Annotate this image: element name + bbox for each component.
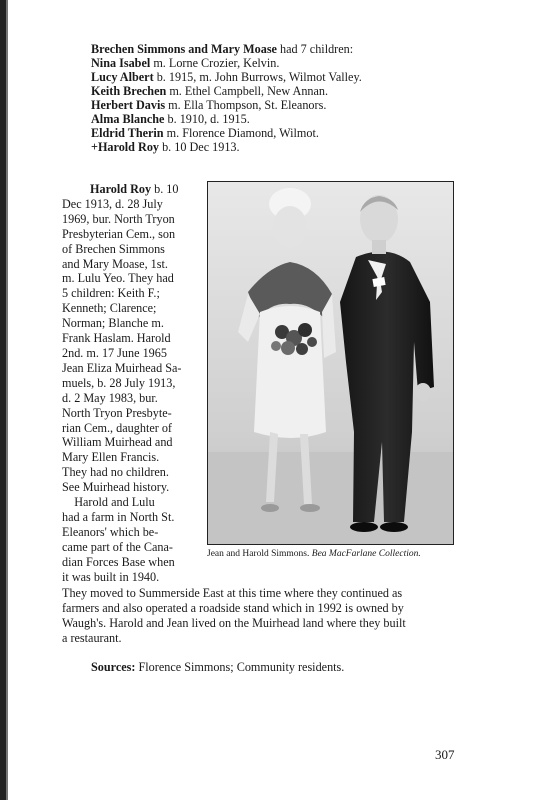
child-entry (91, 84, 328, 98)
bio-line: Dec 1913, d. 28 July (62, 196, 163, 211)
child-details: m. Lorne Crozier, Kelvin. (150, 56, 280, 70)
child-entry (91, 126, 319, 140)
bio-line: it was built in 1940. (62, 569, 160, 584)
bio-line: William Muirhead and (62, 435, 173, 450)
couple-portrait-illustration (208, 182, 453, 544)
bio-line: 5 children: Keith F.; (62, 286, 160, 301)
bio-line: Jean Eliza Muirhead Sa- (62, 360, 182, 375)
bio-line: muels, b. 28 July 1913, (62, 375, 176, 390)
children-count-text: had 7 children: (276, 42, 354, 56)
bio-line: Norman; Blanche m. (62, 316, 164, 331)
bio-line: m. Lulu Yeo. They had (62, 271, 174, 286)
child-entry (91, 112, 250, 126)
caption-text: Jean and Harold Simmons. (207, 549, 312, 559)
child-name: Herbert Davis (91, 98, 166, 112)
child-name: Keith Brechen (91, 84, 167, 98)
bio-line: d. 2 May 1983, bur. (62, 390, 158, 405)
biography-column (62, 182, 202, 584)
sources-line (91, 660, 344, 675)
bio-line: dian Forces Base when (62, 554, 175, 569)
child-entry (91, 56, 279, 70)
child-name: +Harold Roy (91, 140, 160, 154)
child-details: b. 1915, m. John Burrows, Wilmot Valley. (153, 70, 362, 84)
child-name: Lucy Albert (91, 70, 154, 84)
bio-line: of Brechen Simmons (62, 241, 165, 256)
child-details: m. Florence Diamond, Wilmot. (163, 126, 319, 140)
child-details: m. Ethel Campbell, New Annan. (166, 84, 329, 98)
bio-line: rian Cem., daughter of (62, 420, 172, 435)
child-details: m. Ella Thompson, St. Eleanors. (165, 98, 327, 112)
bio-line: Kenneth; Clarence; (62, 301, 157, 316)
sources-text: Florence Simmons; Community residents. (135, 660, 345, 674)
child-name: Alma Blanche (91, 112, 165, 126)
bio-line: Presbyterian Cem., son (62, 226, 176, 241)
bio-first-line: Harold Roy b. 10 (90, 182, 179, 196)
bio-line: 1969, bur. North Tryon (62, 211, 175, 226)
child-entry (91, 70, 362, 84)
bio-line: Harold and Lulu (62, 495, 155, 510)
parents-names: Brechen Simmons and Mary Moase (91, 42, 277, 56)
bio-line: Eleanors' which be- (62, 524, 159, 539)
paragraph-line: They moved to Summerside East at this time where they continued as (62, 586, 403, 600)
biography-continuation (62, 586, 472, 646)
paragraph-line: a restaurant. (62, 630, 122, 645)
photo-caption (207, 549, 421, 559)
page-number: 307 (435, 747, 455, 762)
bio-line: North Tryon Presbyte- (62, 405, 172, 420)
bio-line: Mary Ellen Francis. (62, 450, 160, 465)
wedding-photograph (207, 181, 454, 545)
bio-line: They had no children. (62, 465, 169, 480)
bio-line: 2nd. m. 17 June 1965 (62, 345, 167, 360)
child-name: Eldrid Therin (91, 126, 164, 140)
child-details: b. 1910, d. 1915. (164, 112, 250, 126)
bio-line: had a farm in North St. (62, 509, 175, 524)
page-binding-shadow (6, 0, 8, 800)
bio-line: came part of the Cana- (62, 539, 173, 554)
child-name: Nina Isabel (91, 56, 151, 70)
paragraph-line: Waugh's. Harold and Jean lived on the Muirhead land where they built (62, 615, 406, 630)
sources-label: Sources: (91, 660, 136, 674)
child-entry (91, 98, 326, 112)
paragraph-line: farmers and also operated a roadside stand which in 1992 is owned by (62, 600, 404, 615)
child-details: b. 10 Dec 1913. (159, 140, 240, 154)
caption-credit: Bea MacFarlane Collection. (311, 549, 421, 559)
bio-line: and Mary Moase, 1st. (62, 256, 168, 271)
bio-name: Harold Roy (90, 182, 152, 196)
bio-line: Frank Haslam. Harold (62, 331, 171, 346)
children-intro (91, 42, 353, 56)
child-entry (91, 140, 240, 154)
bio-line: See Muirhead history. (62, 480, 170, 495)
